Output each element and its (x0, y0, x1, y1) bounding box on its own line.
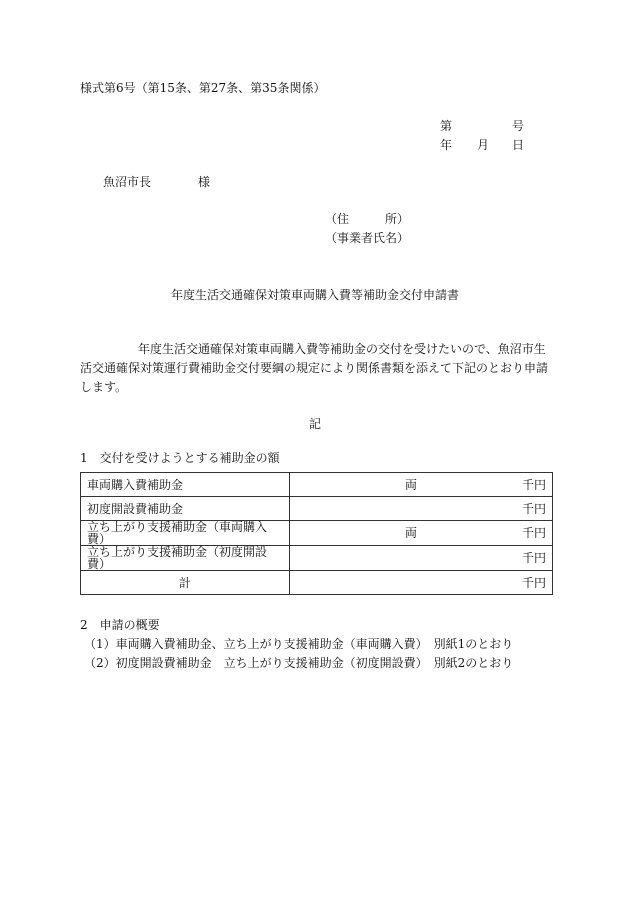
row-label: 車両購入費補助金 (81, 473, 290, 497)
unit-thousand-yen: 千円 (521, 551, 546, 565)
row-value-cell[interactable] (290, 473, 553, 497)
unit-thousand-yen: 千円 (521, 526, 546, 540)
section2-heading: 2 申請の概要 (80, 618, 160, 632)
unit-ryo: 両 (405, 526, 418, 540)
unit-thousand-yen: 千円 (521, 575, 546, 590)
total-value-cell[interactable] (290, 571, 553, 595)
table-row-total (81, 571, 553, 595)
row-label: 立ち上がり支援補助金（車両購入費） (81, 521, 290, 546)
date-day-label: 日 (512, 138, 525, 152)
row-label: 立ち上がり支援補助金（初度開設費） (81, 546, 290, 571)
section1-heading: 1 交付を受けようとする補助金の額 (80, 451, 280, 465)
application-body-text: 年度生活交通確保対策車両購入費等補助金の交付を受けたいので、魚沼市生活交通確保対策運行費補助金交付要綱の規定により関係書類を添えて下記のとおり申請します。 (80, 342, 549, 394)
document-title: 年度生活交通確保対策車両購入費等補助金交付申請書 (170, 288, 459, 302)
total-label: 計 (81, 571, 290, 595)
date-month-label: 月 (477, 138, 490, 152)
date-year-label: 年 (440, 138, 453, 152)
row-value-cell[interactable] (290, 521, 553, 546)
document-number-suffix: 号 (512, 119, 525, 133)
summary-item-1: （1）車両購入費補助金、立ち上がり支援補助金（車両購入費） 別紙1のとおり (84, 637, 514, 651)
applicant-name-label: （事業者氏名） (325, 231, 410, 245)
row-label: 初度開設費補助金 (81, 497, 290, 521)
table-row (81, 546, 553, 571)
form-number: 様式第6号（第15条、第27条、第35条関係） (80, 81, 326, 95)
addressee-honorific: 様 (198, 175, 211, 189)
table-row (81, 521, 553, 546)
unit-thousand-yen: 千円 (521, 477, 546, 492)
subsidy-amount-table (80, 472, 553, 595)
document-number-prefix: 第 (440, 119, 453, 133)
applicant-address-label: （住 所） (325, 212, 410, 226)
addressee-name: 魚沼市長 (103, 175, 152, 189)
table-row (81, 473, 553, 497)
table-row (81, 497, 553, 521)
row-value-cell[interactable] (290, 546, 553, 571)
row-value-cell[interactable] (290, 497, 553, 521)
unit-ryo: 両 (405, 477, 418, 492)
ki-heading: 記 (308, 417, 321, 431)
unit-thousand-yen: 千円 (521, 501, 546, 516)
summary-item-2: （2）初度開設費補助金 立ち上がり支援補助金（初度開設費） 別紙2のとおり (84, 656, 514, 670)
